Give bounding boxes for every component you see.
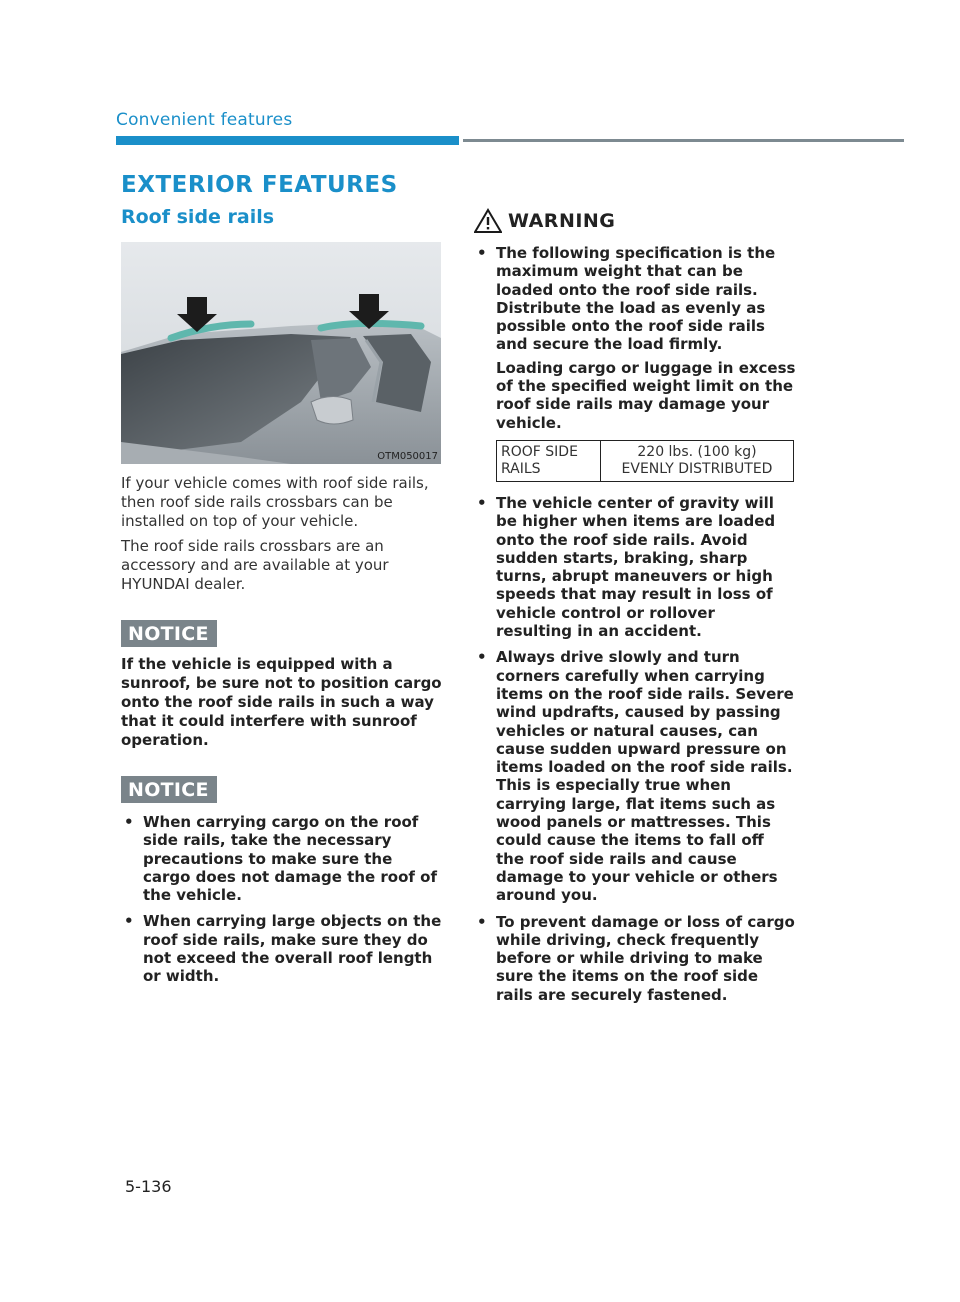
bullet: • <box>124 912 134 931</box>
list-item-text: Always drive slowly and turn corners carefully when carrying items on the roof side rails. Severe wind updrafts, caused by passing vehicles or natural causes, can cause sudden upward pressure on items loaded on the roof side rails. This is especially true when carrying large, flat items such as wood panels or mattresses. This could cause the items to fall off the roof side rails and cause damage to your vehicle or others around you. <box>496 648 794 905</box>
header-title: Convenient features <box>116 110 293 130</box>
list-item-text: The vehicle center of gravity will be higher when items are loaded onto the roof side rails. Avoid sudden starts, braking, sharp turns, abrupt maneuvers or high speeds that may result in loss of vehicle control or rollover resulting in an accident. <box>496 493 776 641</box>
left-column <box>121 172 443 994</box>
warning-label: WARNING <box>508 210 616 232</box>
spec-label-cell: ROOF SIDE RAILS <box>497 440 601 481</box>
notice-text: If the vehicle is equipped with a sunroof, be sure not to position cargo onto the roof side rails in such a way that it could interfere with sunroof operation. <box>121 655 442 749</box>
bullet: • <box>477 493 487 512</box>
intro-paragraph: The roof side rails crossbars are an accessory and are available at your HYUNDAI dealer. <box>121 537 389 593</box>
list-item <box>474 648 796 904</box>
intro-paragraph: If your vehicle comes with roof side rails, then roof side rails crossbars can be installed on top of your vehicle. <box>121 474 429 530</box>
sub-title: Roof side rails <box>121 206 275 228</box>
section-title: EXTERIOR FEATURES <box>121 172 398 198</box>
bullet: • <box>477 648 487 667</box>
warning-heading <box>474 208 796 234</box>
roof-rails-figure <box>121 242 441 464</box>
right-column <box>474 208 796 1012</box>
spec-value-distribution: EVENLY DISTRIBUTED <box>621 460 773 477</box>
list-item-text: To prevent damage or loss of cargo while driving, check frequently before or while driving to make sure the items on the roof side rails are securely fastened. <box>496 912 795 1004</box>
list-item-text: When carrying large objects on the roof side rails, make sure they do not exceed the overall roof length or width. <box>143 912 442 986</box>
figure-code: OTM050017 <box>377 451 438 462</box>
list-item <box>121 813 443 904</box>
notice-badge: NOTICE <box>121 620 217 647</box>
car-roof-illustration <box>121 242 441 464</box>
list-item-text: The following specification is the maximum weight that can be loaded onto the roof side rails. Distribute the load as evenly as possible onto the roof side rails and secure the load firmly. <box>496 244 776 354</box>
list-item <box>474 913 796 1004</box>
page-number: 5-136 <box>125 1177 172 1196</box>
bullet: • <box>124 813 134 831</box>
warning-list <box>474 244 796 432</box>
warning-list-continued <box>474 494 796 1004</box>
list-item <box>121 912 443 985</box>
notice-badge: NOTICE <box>121 776 217 803</box>
spec-value-cell <box>601 440 794 481</box>
header-divider-accent <box>116 136 459 145</box>
spec-table <box>496 440 794 482</box>
list-item-text: When carrying cargo on the roof side rails, take the necessary precautions to make sure the cargo does not damage the roof of the vehicle. <box>143 813 437 905</box>
notice-list <box>121 813 443 986</box>
table-row <box>497 440 794 481</box>
spec-value-weight: 220 lbs. (100 kg) <box>637 443 757 460</box>
list-item-text: Loading cargo or luggage in excess of the specified weight limit on the roof side rails may damage your vehicle. <box>496 358 796 432</box>
warning-triangle-icon <box>474 208 502 234</box>
list-item <box>474 244 796 432</box>
header-divider <box>463 139 904 142</box>
list-item <box>474 494 796 640</box>
bullet: • <box>477 244 487 262</box>
bullet: • <box>477 912 487 931</box>
